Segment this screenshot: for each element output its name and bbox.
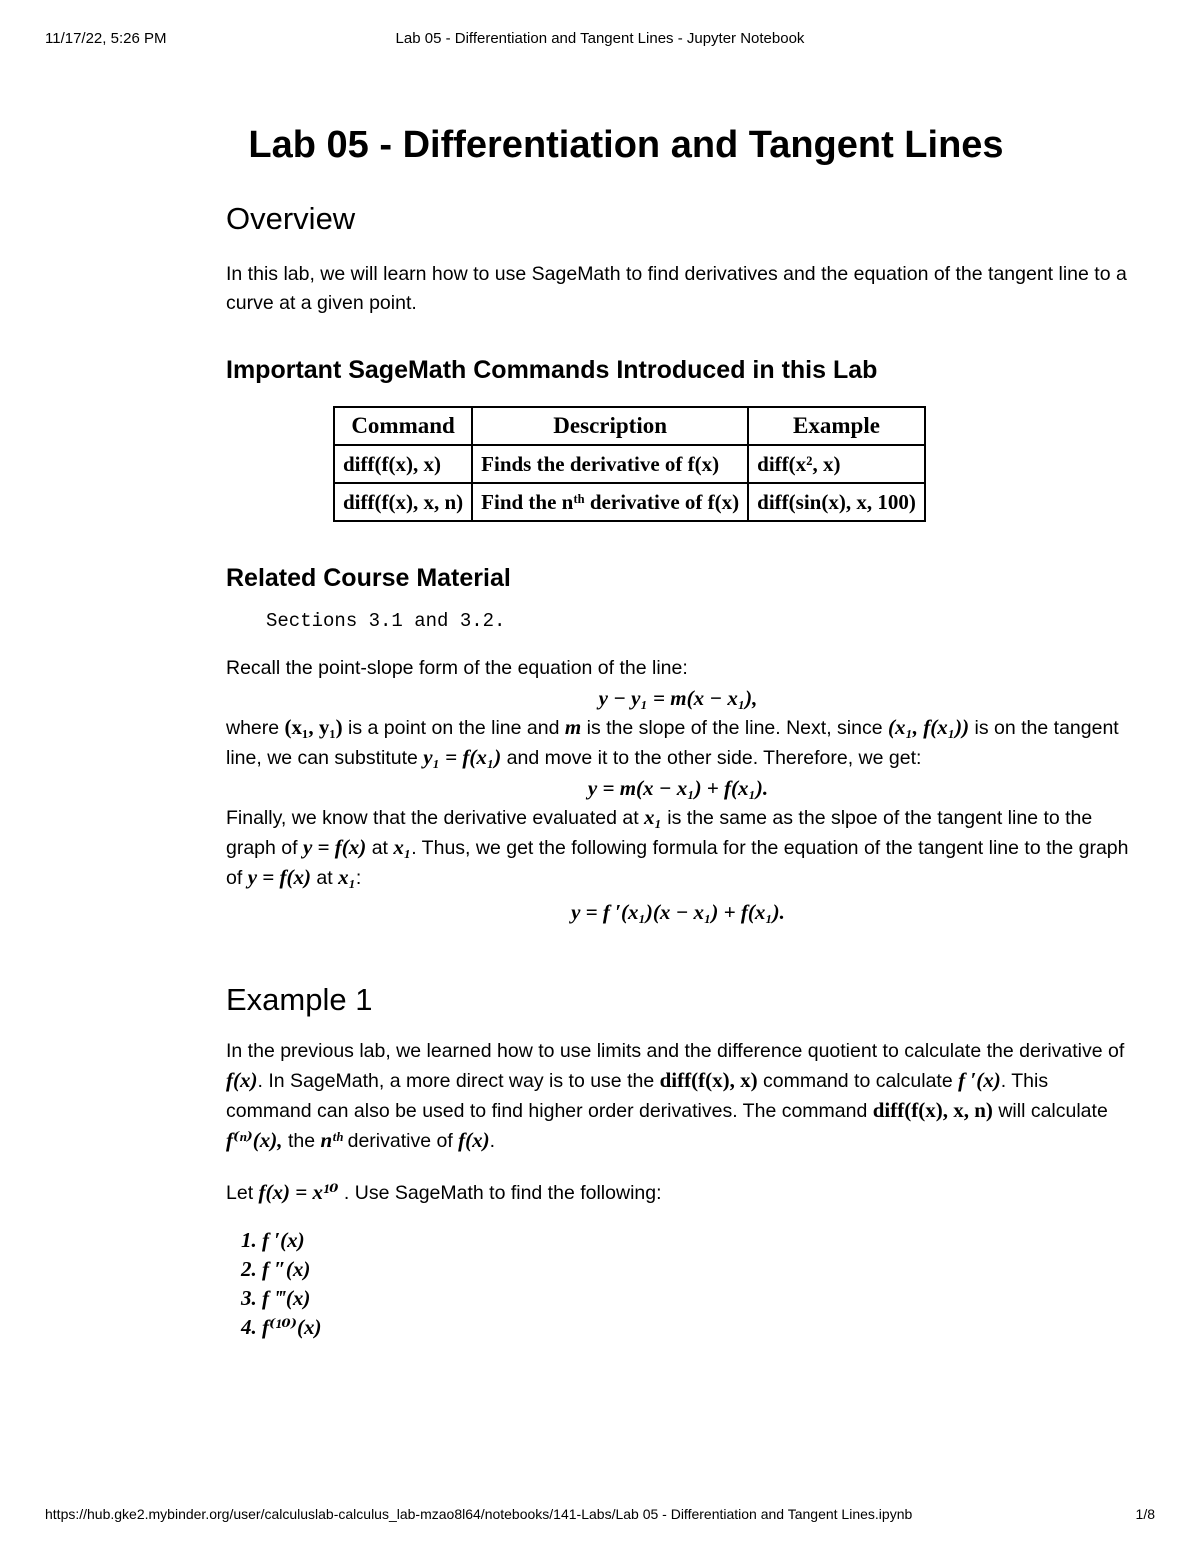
math-slope: m — [564, 715, 582, 739]
text-span: . Thus, we get the following formula for the equation of the tangent line to the graph of — [226, 837, 1129, 889]
example-cell: diff(sin(x), x, 100) — [748, 483, 925, 521]
text-span: Finally, we know that the derivative evaluated at — [226, 807, 639, 829]
text-span: is a point on the line and — [348, 717, 560, 739]
math-substitution: y₁ = f(x₁) — [423, 745, 502, 769]
print-footer — [45, 1506, 1155, 1526]
description-cell: Finds the derivative of f(x) — [472, 445, 748, 483]
point-slope-equation: y − y₁ = m(x − x₁), — [598, 686, 758, 710]
math-x1: x₁ — [338, 865, 356, 889]
text-span: . This command can also be used to find higher order derivatives. The command — [226, 1070, 1049, 1122]
math-nth: nᵗʰ — [320, 1128, 343, 1152]
overview-text: In this lab, we will learn how to use SageMath to find derivatives and the equation of the tangent line to a curve at a given point. — [226, 263, 1127, 314]
table-row — [334, 483, 925, 521]
math-fn: f⁽ⁿ⁾(x), — [226, 1128, 283, 1152]
notebook-content — [226, 122, 1130, 1342]
math-diffn-command: diff(f(x), x, n) — [872, 1098, 993, 1122]
tangent-equation-intermediate: y = m(x − x₁) + f(x₁). — [587, 776, 769, 800]
list-item: 2. f ″(x) — [262, 1255, 1130, 1284]
table-header-row — [334, 407, 925, 445]
text-span: is on the tangent line, we can substitute — [226, 717, 1119, 769]
description-cell: Find the nᵗʰ derivative of f(x) — [472, 483, 748, 521]
text-span: at — [371, 837, 388, 859]
list-item: 4. f⁽¹⁰⁾(x) — [262, 1313, 1130, 1342]
column-header: Command — [334, 407, 472, 445]
commands-heading: Important SageMath Commands Introduced in this Lab — [226, 356, 878, 384]
text-span: : — [355, 867, 362, 889]
text-span: In the previous lab, we learned how to use limits and the difference quotient to calculate the derivative of — [226, 1040, 1125, 1062]
substitution-paragraph — [226, 713, 1130, 773]
related-sections: Sections 3.1 and 3.2. — [266, 610, 506, 632]
example1-heading: Example 1 — [226, 982, 373, 1017]
notebook-title: Lab 05 - Differentiation and Tangent Lines — [248, 124, 1004, 166]
text-span: . — [489, 1130, 496, 1152]
math-y-equals-fx: y = f(x) — [302, 835, 367, 859]
math-point: (x₁, y₁) — [284, 715, 343, 739]
column-header: Description — [472, 407, 748, 445]
math-y-equals-fx: y = f(x) — [247, 865, 311, 889]
table-row — [334, 445, 925, 483]
example1-let — [226, 1178, 1130, 1208]
page-number: 1/8 — [1135, 1506, 1155, 1522]
command-cell: diff(f(x), x) — [334, 445, 472, 483]
overview-heading: Overview — [226, 201, 356, 236]
example1-intro — [226, 1037, 1130, 1156]
text-span: at — [316, 867, 333, 889]
command-cell: diff(f(x), x, n) — [334, 483, 472, 521]
derivative-paragraph — [226, 803, 1130, 893]
column-header: Example — [748, 407, 925, 445]
print-url: https://hub.gke2.mybinder.org/user/calculuslab-calculus_lab-mzao8l64/notebooks/141-Labs/Lab 05 - Differentiation and Tangent Lines.ipynb — [45, 1506, 913, 1522]
math-x1: x₁ — [393, 835, 412, 859]
text-span: is the same as the slpoe of the tangent line to the graph of — [226, 807, 1093, 859]
text-span: . Use SageMath to find the following: — [343, 1182, 662, 1204]
list-item: 1. f ′(x) — [262, 1226, 1130, 1255]
print-datetime: 11/17/22, 5:26 PM — [45, 30, 167, 47]
text-span: and move it to the other side. Therefore, we get: — [506, 747, 922, 769]
text-span: will calculate — [998, 1100, 1108, 1122]
task-list — [226, 1226, 1130, 1342]
math-fprime: f ′(x) — [958, 1068, 1001, 1092]
recall-text: Recall the point-slope form of the equation of the line: — [226, 657, 688, 679]
text-span: the — [287, 1130, 316, 1152]
text-span: is the slope of the line. Next, since — [586, 717, 883, 739]
math-fx: f(x) — [226, 1068, 258, 1092]
math-diff-command: diff(f(x), x) — [659, 1068, 758, 1092]
related-heading: Related Course Material — [226, 564, 511, 592]
text-span: derivative of — [347, 1130, 453, 1152]
tangent-line-formula: y = f ′(x₁)(x − x₁) + f(x₁). — [571, 900, 785, 924]
print-header — [45, 30, 1155, 50]
math-x1: x₁ — [644, 805, 662, 829]
print-page-title: Lab 05 - Differentiation and Tangent Lines - Jupyter Notebook — [395, 30, 805, 47]
commands-table — [333, 406, 926, 522]
math-function-definition: f(x) = x¹⁰ — [258, 1180, 339, 1204]
math-point-on-curve: (x₁, f(x₁)) — [887, 715, 970, 739]
text-span: command to calculate — [763, 1070, 953, 1092]
text-span: . In SageMath, a more direct way is to use the — [257, 1070, 655, 1092]
example-cell: diff(x², x) — [748, 445, 925, 483]
math-fx: f(x) — [458, 1128, 490, 1152]
list-item: 3. f ‴(x) — [262, 1284, 1130, 1313]
text-span: where — [226, 717, 280, 739]
text-span: Let — [226, 1182, 254, 1204]
